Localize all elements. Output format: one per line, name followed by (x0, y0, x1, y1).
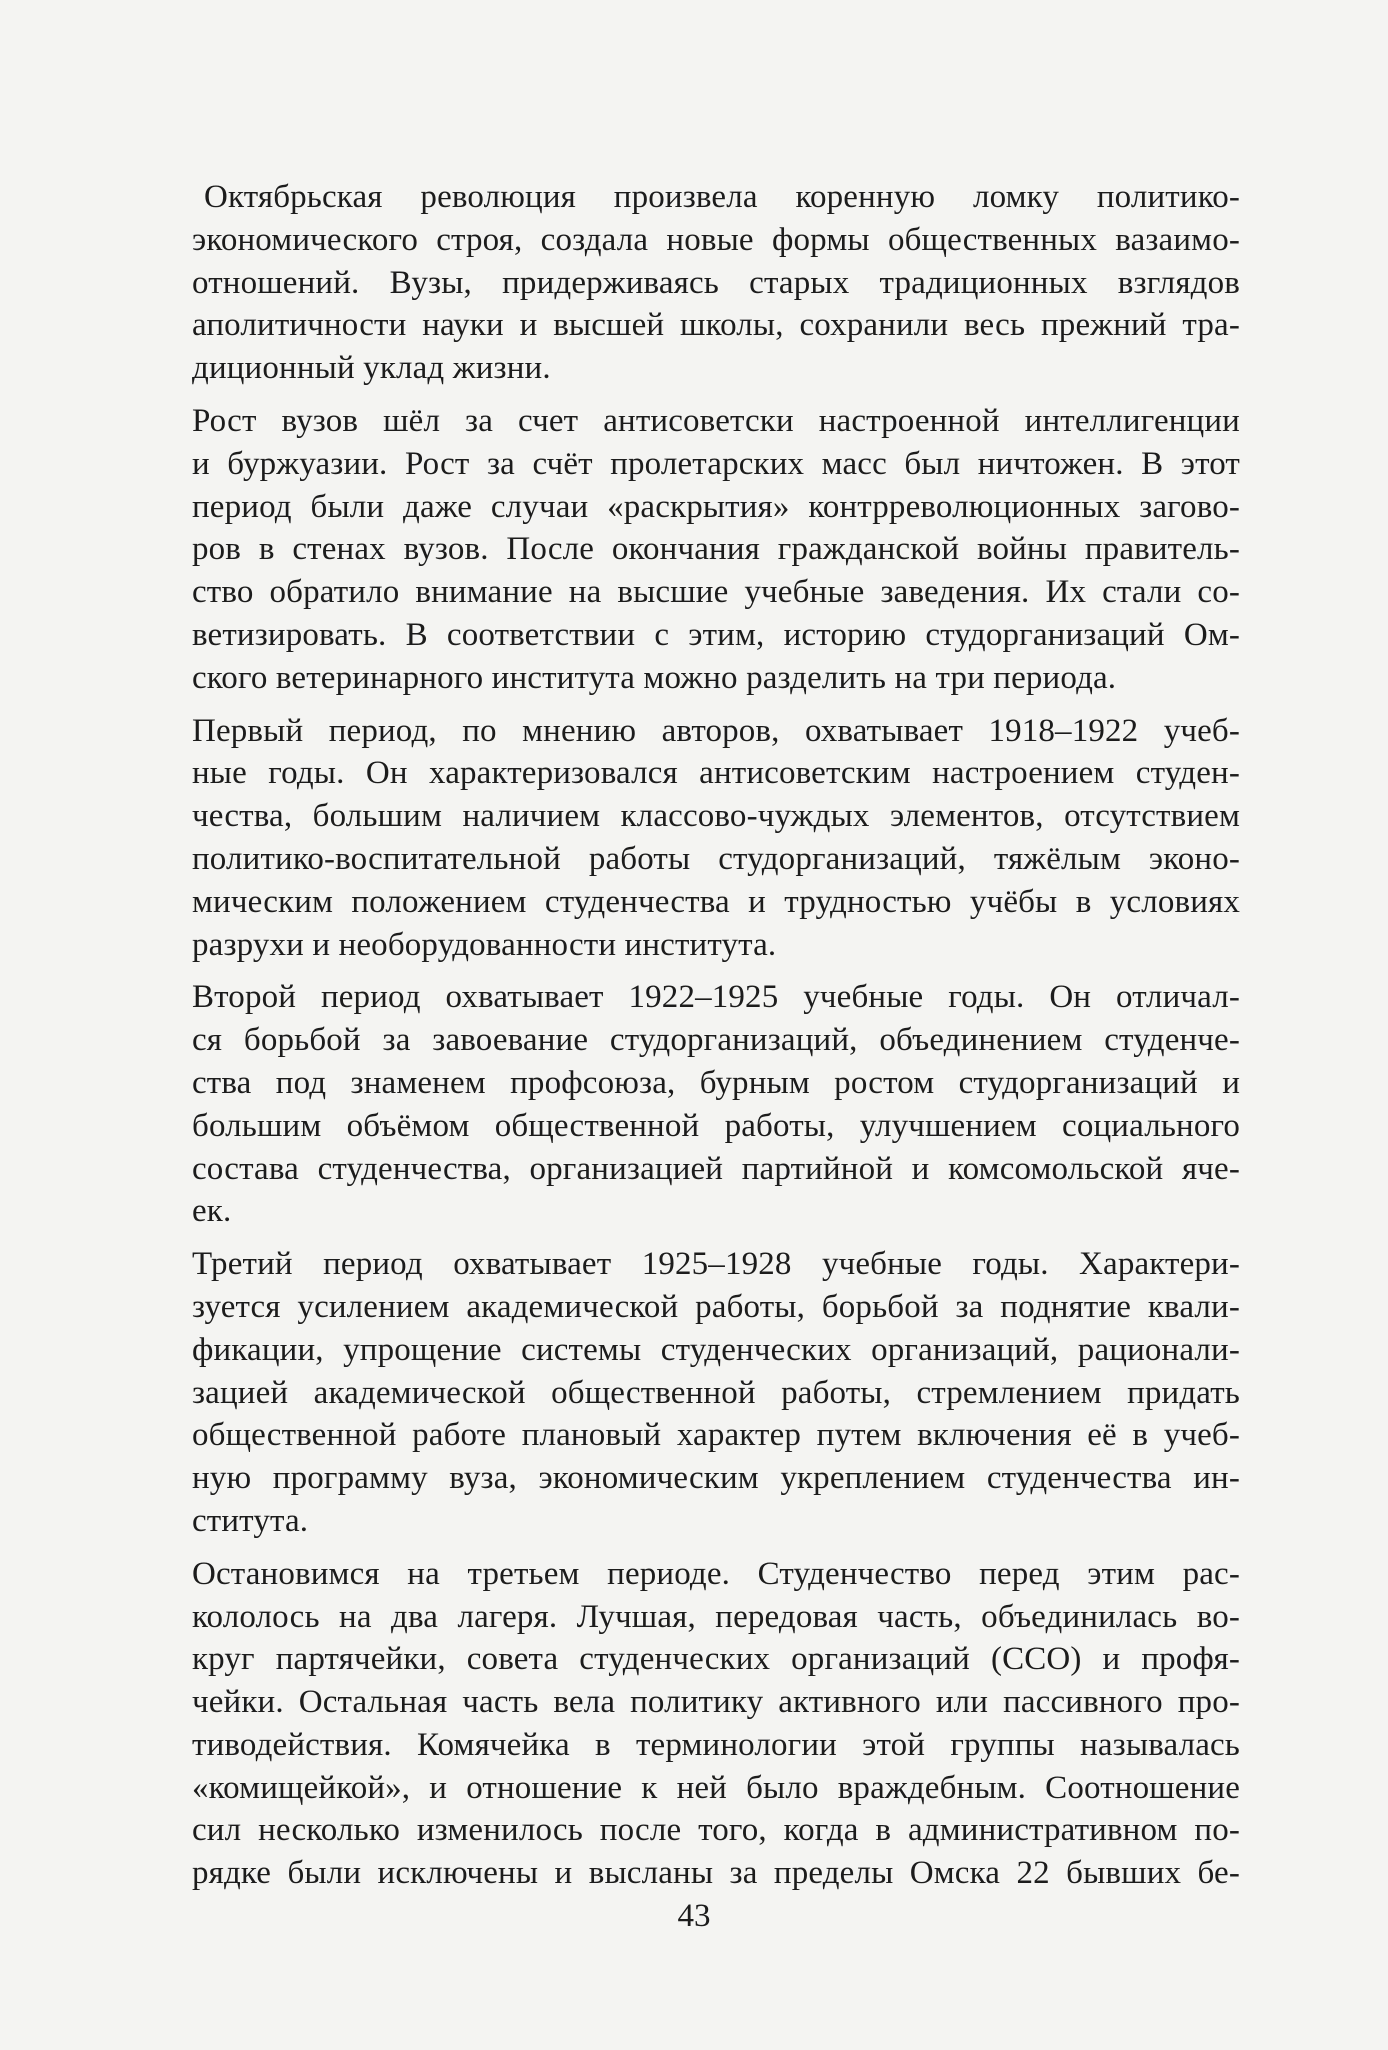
text-line: диционный уклад жизни. (192, 350, 551, 387)
text-line: кололось на два лагеря. Лучшая, передовая часть, объединилась во- (192, 1598, 1240, 1635)
text-line: ститута. (192, 1502, 309, 1539)
text-line: экономического строя, создала новые формы общественных вазаимо- (192, 221, 1240, 258)
text-line: отношений. Вузы, придерживаясь старых традиционных взглядов (192, 264, 1240, 301)
text-line: «комищейкой», и отношение к ней было враждебным. Соотношение (192, 1769, 1240, 1806)
text-line: Остановимся на третьем периоде. Студенчество перед этим рас- (192, 1555, 1240, 1592)
paragraph-gap (192, 1543, 1240, 1553)
page-number: 43 (677, 1898, 711, 1934)
text-line: период были даже случаи «раскрытия» контрреволюционных загово- (192, 488, 1240, 525)
text-line: рядке были исключены и высланы за пределы Омска 22 бывших бе- (192, 1855, 1240, 1892)
text-line: и буржуазии. Рост за счёт пролетарских масс был ничтожен. В этот (192, 445, 1240, 482)
text-line: фикации, упрощение системы студенческих организаций, рационали- (192, 1331, 1240, 1368)
text-line: зацией академической общественной работы, стремлением придать (192, 1374, 1240, 1411)
paragraph (192, 1553, 1240, 1895)
text-line: ства под знаменем профсоюза, бурным ростом студорганизаций и (192, 1064, 1240, 1101)
text-line: чества, большим наличием классово-чуждых элементов, отсутствием (192, 798, 1240, 835)
text-line: разрухи и необорудованности института. (192, 926, 777, 963)
text-line: общественной работе плановый характер путем включения её в учеб- (192, 1417, 1240, 1454)
text-line: Рост вузов шёл за счет антисоветски настроенной интеллигенции (192, 402, 1240, 439)
paragraph-gap (192, 1233, 1240, 1243)
text-line: ство обратило внимание на высшие учебные заведения. Их стали со- (192, 574, 1240, 611)
text-line: аполитичности науки и высшей школы, сохранили весь прежний тра- (192, 307, 1240, 344)
text-line: состава студенчества, организацией партийной и комсомольской яче- (192, 1150, 1240, 1187)
text-line: ского ветеринарного института можно разделить на три периода. (192, 659, 1117, 696)
text-line: большим объёмом общественной работы, улучшением социального (192, 1107, 1240, 1144)
body-text (192, 176, 1240, 1895)
paragraph-gap (192, 700, 1240, 710)
text-line: чейки. Остальная часть вела политику активного или пассивного про- (192, 1684, 1240, 1721)
text-line: политико-воспитательной работы студорганизаций, тяжёлым эконо- (192, 840, 1240, 877)
text-line: ек. (192, 1193, 232, 1230)
text-line: ные годы. Он характеризовался антисоветским настроением студен- (192, 755, 1240, 792)
text-line: ся борьбой за завоевание студорганизаций, объединением студенче- (192, 1022, 1240, 1059)
text-line: ветизировать. В соответствии с этим, историю студорганизаций Ом- (192, 616, 1240, 653)
text-line: Третий период охватывает 1925–1928 учебные годы. Характери- (192, 1246, 1240, 1283)
text-line: ров в стенах вузов. После окончания гражданской войны правитель- (192, 531, 1240, 568)
text-line: Второй период охватывает 1922–1925 учебные годы. Он отличал- (192, 979, 1240, 1016)
paragraph (192, 710, 1240, 967)
text-line: круг партячейки, совета студенческих организаций (ССО) и профя- (192, 1641, 1240, 1678)
text-line: Октябрьская революция произвела коренную ломку политико- (204, 179, 1240, 215)
text-line: ную программу вуза, экономическим укреплением студенчества ин- (192, 1460, 1240, 1497)
paragraph (192, 1243, 1240, 1543)
paragraph (192, 176, 1240, 390)
text-line: сил несколько изменилось после того, когда в административном по- (192, 1812, 1240, 1849)
paragraph (192, 976, 1240, 1233)
paragraph-gap (192, 966, 1240, 976)
text-line: мическим положением студенчества и трудностью учёбы в условиях (192, 883, 1240, 920)
paragraph (192, 400, 1240, 700)
text-line: тиводействия. Комячейка в терминологии этой группы называлась (192, 1726, 1240, 1763)
text-line: зуется усилением академической работы, борьбой за поднятие квали- (192, 1288, 1240, 1325)
text-line: Первый период, по мнению авторов, охватывает 1918–1922 учеб- (192, 712, 1240, 749)
paragraph-gap (192, 390, 1240, 400)
